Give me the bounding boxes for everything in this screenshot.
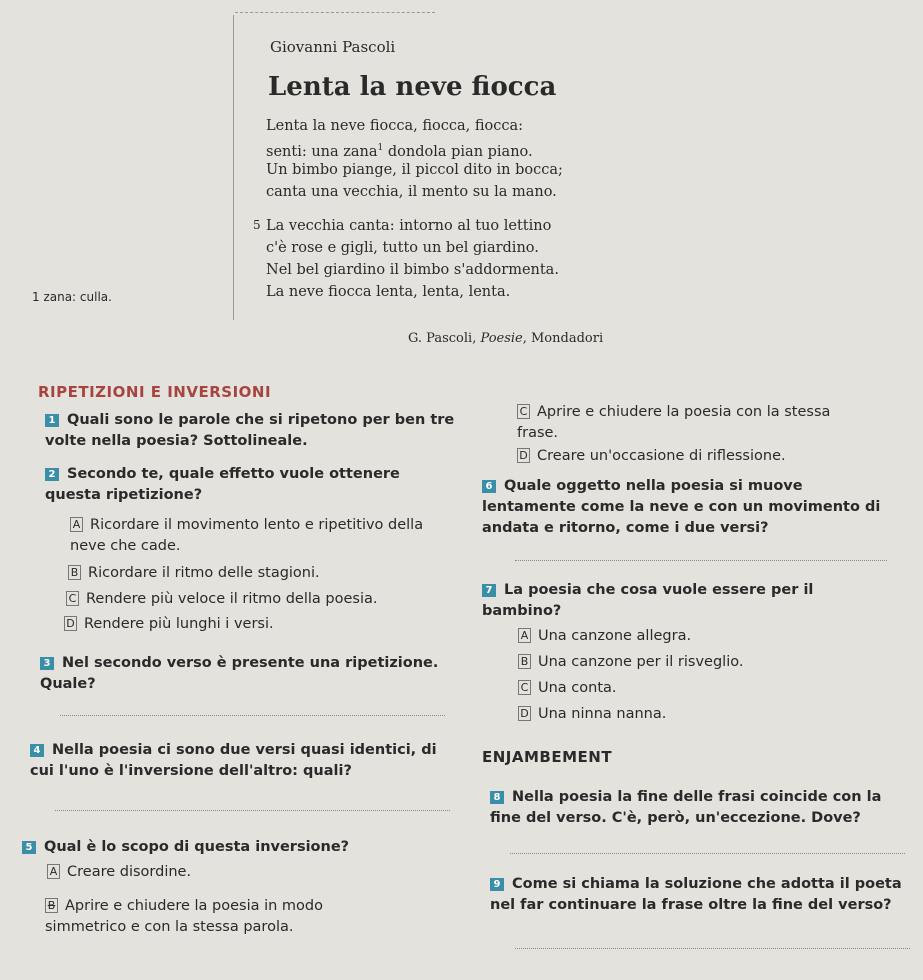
verse-part: senti: una zana	[266, 143, 378, 160]
verse: Un bimbo piange, il piccol dito in bocca;	[266, 162, 563, 178]
question-2	[45, 464, 425, 506]
option-7b[interactable]	[518, 652, 743, 673]
option-text: Una ninna nanna.	[538, 706, 667, 722]
checkbox[interactable]: C	[517, 404, 530, 419]
poem-author: Giovanni Pascoli	[270, 38, 396, 56]
option-2b[interactable]	[68, 563, 320, 584]
option-text: Aprire e chiudere la poesia in modo simmetrico e con la stessa parola.	[45, 898, 323, 935]
checkbox-checked[interactable]: B	[45, 898, 58, 913]
option-2a[interactable]	[70, 515, 440, 557]
footnote-mark: 1	[377, 143, 384, 153]
question-text: La poesia che cosa vuole essere per il bambino?	[482, 582, 814, 619]
option-5d[interactable]	[517, 446, 786, 467]
option-7c[interactable]	[518, 678, 617, 699]
option-text: Rendere più veloce il ritmo della poesia.	[86, 591, 378, 607]
question-9	[490, 874, 915, 916]
option-text: Una conta.	[538, 680, 617, 696]
checkbox[interactable]: A	[70, 517, 83, 532]
answer-line-4[interactable]	[55, 810, 450, 811]
verse: Nel bel giardino il bimbo s'addormenta.	[266, 262, 559, 278]
question-5	[22, 837, 349, 858]
option-text: Rendere più lunghi i versi.	[84, 616, 274, 632]
checkbox[interactable]: B	[68, 565, 81, 580]
question-number-badge: 3	[40, 657, 54, 670]
option-2c[interactable]	[66, 589, 377, 610]
option-text: Aprire e chiudere la poesia con la stessa frase.	[517, 404, 831, 441]
footnote: 1 zana: culla.	[32, 290, 112, 304]
checkbox[interactable]: A	[47, 864, 60, 879]
question-3	[40, 653, 450, 695]
poem-source	[408, 331, 603, 346]
verse: La vecchia canta: intorno al tuo lettino	[266, 218, 552, 234]
question-number-badge: 7	[482, 584, 496, 597]
poem-rule	[233, 15, 234, 320]
section-heading: RIPETIZIONI E INVERSIONI	[38, 383, 272, 401]
question-number-badge: 4	[30, 744, 44, 757]
checkbox[interactable]: C	[518, 680, 531, 695]
question-text: Qual è lo scopo di questa inversione?	[44, 839, 350, 855]
question-text: Come si chiama la soluzione che adotta il poeta nel far continuare la frase oltre la fine del verso?	[490, 876, 902, 913]
checkbox[interactable]: D	[517, 448, 530, 463]
option-5c[interactable]	[517, 402, 857, 444]
poem-title: Lenta la neve fiocca	[268, 72, 557, 102]
question-6	[482, 476, 882, 539]
checkbox[interactable]: C	[66, 591, 79, 606]
option-2d[interactable]	[64, 614, 274, 635]
checkbox[interactable]: A	[518, 628, 531, 643]
source-author: G. Pascoli,	[408, 331, 481, 346]
option-7d[interactable]	[518, 704, 666, 725]
question-number-badge: 6	[482, 480, 496, 493]
option-text: Ricordare il ritmo delle stagioni.	[88, 565, 320, 581]
question-1	[45, 410, 465, 452]
question-number-badge: 1	[45, 414, 59, 427]
option-text: Ricordare il movimento lento e ripetitivo della neve che cade.	[70, 517, 424, 554]
answer-line-3[interactable]	[60, 715, 445, 716]
option-text: Una canzone per il risveglio.	[538, 654, 744, 670]
question-text: Quale oggetto nella poesia si muove lentamente come la neve e con un movimento di andata e ritorno, come i due versi?	[482, 478, 881, 536]
checkbox[interactable]: D	[518, 706, 531, 721]
question-text: Secondo te, quale effetto vuole ottenere questa ripetizione?	[45, 466, 400, 503]
question-4	[30, 740, 450, 782]
answer-line-6[interactable]	[515, 560, 887, 561]
option-7a[interactable]	[518, 626, 691, 647]
question-text: Nella poesia la fine delle frasi coincide con la fine del verso. C'è, però, un'eccezione. Dove?	[490, 789, 882, 826]
verse: Lenta la neve fiocca, fiocca, fiocca:	[266, 118, 524, 134]
section-heading-enjambement: ENJAMBEMENT	[482, 748, 613, 766]
option-text: Creare disordine.	[67, 864, 192, 880]
option-5b[interactable]	[45, 896, 405, 938]
question-8	[490, 787, 890, 829]
question-number-badge: 9	[490, 878, 504, 891]
option-5a[interactable]	[47, 862, 191, 883]
answer-line-8[interactable]	[510, 853, 905, 854]
verse: c'è rose e gigli, tutto un bel giardino.	[266, 240, 539, 256]
checkbox[interactable]: D	[64, 616, 77, 631]
option-text: Creare un'occasione di riflessione.	[537, 448, 786, 464]
verse-part: dondola pian piano.	[387, 143, 533, 160]
question-number-badge: 8	[490, 791, 504, 804]
question-text: Nel secondo verso è presente una ripetizione. Quale?	[40, 655, 439, 692]
checkbox[interactable]: B	[518, 654, 531, 669]
verse: canta una vecchia, il mento su la mano.	[266, 184, 557, 200]
question-number-badge: 2	[45, 468, 59, 481]
verse: La neve fiocca lenta, lenta, lenta.	[266, 284, 511, 300]
source-work: Poesie	[480, 331, 523, 346]
decorative-rule	[235, 12, 435, 13]
source-publisher: , Mondadori	[522, 331, 604, 346]
verse-number: 5	[253, 218, 261, 232]
question-number-badge: 5	[22, 841, 36, 854]
question-text: Quali sono le parole che si ripetono per ben tre volte nella poesia? Sottolineale.	[45, 412, 455, 449]
answer-line-9[interactable]	[515, 948, 910, 949]
question-7	[482, 580, 822, 622]
option-text: Una canzone allegra.	[538, 628, 692, 644]
question-text: Nella poesia ci sono due versi quasi identici, di cui l'uno è l'inversione dell'altro: quali?	[30, 742, 437, 779]
